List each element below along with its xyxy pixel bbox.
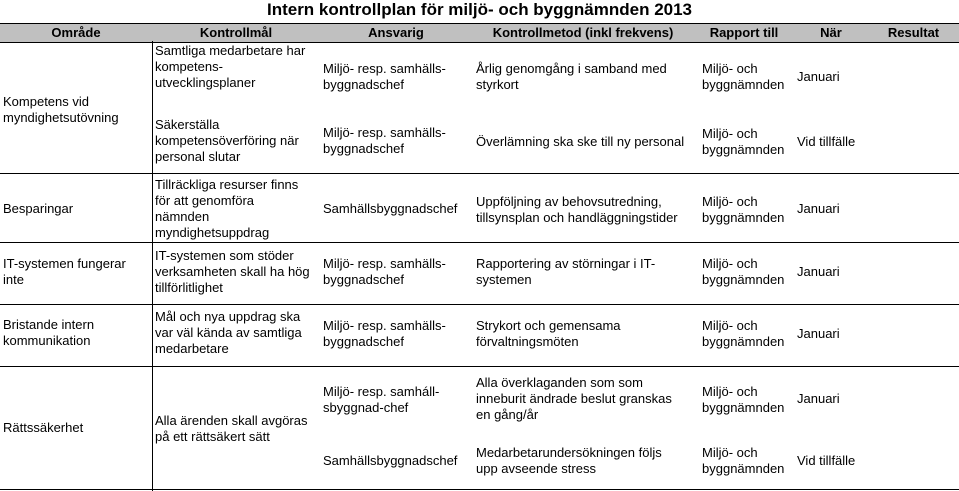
nar-cell: Januari [797, 201, 840, 216]
kontrollmal-cell: Mål och nya uppdrag ska var väl kända av samtliga medarbetare [155, 309, 302, 356]
rapport-cell: Miljö- och byggnämnden [702, 384, 785, 415]
ansvarig-cell: Miljö- resp. samhälls- byggnadschef [323, 61, 446, 92]
nar-cell: Januari [797, 326, 840, 341]
header-kontrollmetod: Kontrollmetod (inkl frekvens) [492, 25, 674, 40]
kontrollmetod-cell: Strykort och gemensama förvaltningsmöten [476, 318, 621, 349]
kontrollmetod-cell: Medarbetarundersökningen följs upp avseende stress [476, 445, 662, 476]
nar-cell: Januari [797, 69, 840, 84]
kontrollmetod-cell: Årlig genomgång i samband med styrkort [476, 61, 667, 92]
page-title: Intern kontrollplan för miljö- och byggnämnden 2013 [266, 0, 693, 19]
nar-cell: Vid tillfälle [797, 134, 856, 149]
ansvarig-cell: Samhällsbyggnadschef [323, 201, 458, 216]
rapport-cell: Miljö- och byggnämnden [702, 61, 785, 92]
header-kontrollmal: Kontrollmål [199, 25, 273, 40]
kontrollmal-cell: Tillräckliga resurser finns för att genomföra nämnden myndighetsuppdrag [155, 177, 299, 240]
kontrollmetod-cell: Alla överklaganden som som inneburit ändrade beslut granskas en gång/år [476, 375, 672, 422]
table-header [0, 23, 959, 43]
kontrollmal-cell: Samtliga medarbetare har kompetens- utvecklingsplaner [155, 43, 306, 90]
kontrollmetod-cell: Överlämning ska ske till ny personal [476, 134, 685, 149]
kontrollmetod-cell: Uppföljning av behovsutredning, tillsynsplan och handläggningstider [476, 194, 678, 225]
nar-cell: Vid tillfälle [797, 453, 856, 468]
row-divider [0, 173, 959, 174]
nar-cell: Januari [797, 264, 840, 279]
omrade-cell: Kompetens vid myndighetsutövning [3, 94, 119, 125]
kontrollmal-cell: Alla ärenden skall avgöras på ett rättsäkert sätt [155, 413, 308, 444]
rapport-cell: Miljö- och byggnämnden [702, 445, 785, 476]
table-bottom-border [0, 489, 959, 490]
omrade-cell: Bristande intern kommunikation [3, 317, 95, 348]
rapport-cell: Miljö- och byggnämnden [702, 256, 785, 287]
ansvarig-cell: Samhällsbyggnadschef [323, 453, 458, 468]
ansvarig-cell: Miljö- resp. samhälls- byggnadschef [323, 125, 446, 156]
header-omrade: Område [51, 25, 101, 40]
rapport-cell: Miljö- och byggnämnden [702, 126, 785, 157]
omrade-cell: IT-systemen fungerar inte [3, 256, 126, 287]
omrade-cell: Rättssäkerhet [3, 420, 84, 435]
kontrollmetod-cell: Rapportering av störningar i IT- systemen [476, 256, 656, 287]
omrade-cell: Besparingar [3, 201, 74, 216]
row-divider [0, 304, 959, 305]
rapport-cell: Miljö- och byggnämnden [702, 318, 785, 349]
kontrollmal-cell: Säkerställa kompetensöverföring när personal slutar [155, 117, 299, 164]
kontrollmal-cell: IT-systemen som stöder verksamheten skall ha hög tillförlitlighet [155, 248, 310, 295]
row-divider [0, 242, 959, 243]
ansvarig-cell: Miljö- resp. samhälls- byggnadschef [323, 256, 446, 287]
ansvarig-cell: Miljö- resp. samháll- sbyggnad-chef [323, 384, 440, 415]
column-divider [152, 41, 153, 491]
nar-cell: Januari [797, 391, 840, 406]
rapport-cell: Miljö- och byggnämnden [702, 194, 785, 225]
header-nar: När [820, 25, 842, 40]
row-divider [0, 366, 959, 367]
ansvarig-cell: Miljö- resp. samhälls- byggnadschef [323, 318, 446, 349]
header-rapport-till: Rapport till [709, 25, 779, 40]
header-ansvarig: Ansvarig [368, 25, 424, 40]
header-resultat: Resultat [887, 25, 940, 40]
